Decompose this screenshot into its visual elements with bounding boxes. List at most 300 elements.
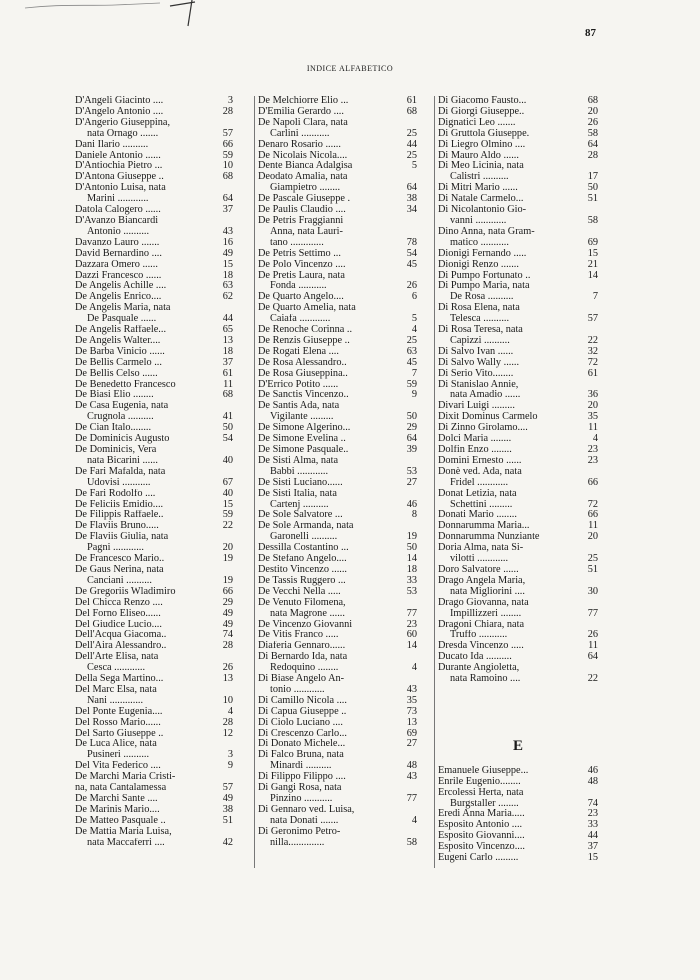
entry-name: De Bellis Celso ...... <box>75 368 158 379</box>
entry-name: Del Chicca Renzo .... <box>75 597 163 608</box>
entry-page: 48 <box>406 760 417 772</box>
entry-name: D'Antona Giuseppe .. <box>75 172 164 183</box>
entry-page: 15 <box>587 852 598 864</box>
index-entry <box>258 598 417 609</box>
index-entry <box>438 788 598 799</box>
entry-name: Denaro Rosario ...... <box>258 139 341 150</box>
index-entry <box>75 489 233 500</box>
index-entry <box>438 576 598 587</box>
entry-name: vanni ............ <box>450 215 507 226</box>
index-entry <box>438 434 598 445</box>
index-entry <box>438 799 598 810</box>
entry-name: Ercolessi Herta, nata <box>438 787 524 798</box>
entry-page: 29 <box>406 422 417 434</box>
entry-page: 68 <box>406 105 417 117</box>
entry-page: 69 <box>587 236 598 248</box>
index-entry <box>258 238 417 249</box>
index-entry <box>258 216 417 227</box>
entry-name: Di Nicolantonio Gio- <box>438 205 527 216</box>
index-entry <box>438 831 598 842</box>
index-column-1 <box>75 96 233 849</box>
entry-name: De Benedetto Francesco <box>75 379 176 390</box>
entry-page: 9 <box>411 389 417 401</box>
entry-name: De Mattia Maria Luisa, <box>75 826 172 837</box>
entry-name: Impillizzeri ........ <box>450 608 522 619</box>
index-entry <box>75 500 233 511</box>
index-entry <box>75 96 233 107</box>
index-entry <box>438 271 598 282</box>
entry-name: De Nicolais Nicola.... <box>258 150 348 161</box>
index-entry <box>258 663 417 674</box>
index-entry <box>75 674 233 685</box>
index-entry <box>75 620 233 631</box>
index-entry <box>258 445 417 456</box>
entry-page: 26 <box>222 662 233 674</box>
index-entry <box>75 478 233 489</box>
entry-page: 32 <box>587 345 598 357</box>
index-entry <box>258 118 417 129</box>
entry-name: De Marinis Mario.... <box>75 804 160 815</box>
index-entry <box>438 412 598 423</box>
entry-page: 45 <box>406 356 417 368</box>
entry-page: 43 <box>222 225 233 237</box>
entry-page: 64 <box>587 138 598 150</box>
entry-name: De Polo Vincenzo .... <box>258 259 346 270</box>
entry-name: De Barba Vinicio ...... <box>75 346 165 357</box>
index-entry <box>258 827 417 838</box>
entry-name: De Quarto Angelo.... <box>258 292 344 303</box>
index-entry <box>438 390 598 401</box>
entry-name: De Pascale Giuseppe . <box>258 194 351 205</box>
index-entry <box>258 576 417 587</box>
entry-name: Di Zinno Girolamo.... <box>438 423 528 434</box>
entry-name: nata Donati ....... <box>270 815 339 826</box>
entry-page: 28 <box>222 716 233 728</box>
entry-name: De Simone Evelina .. <box>258 434 346 445</box>
entry-page: 23 <box>587 444 598 455</box>
entry-page: 38 <box>406 193 417 205</box>
entry-page: 78 <box>406 236 417 248</box>
index-entry <box>258 303 417 314</box>
entry-name: De Sisti Alma, nata <box>258 455 339 466</box>
index-entry <box>438 238 598 249</box>
entry-name: Antonio .......... <box>87 226 150 237</box>
index-entry <box>75 140 233 151</box>
index-entry <box>438 129 598 140</box>
entry-page: 18 <box>406 563 417 575</box>
entry-page: 54 <box>222 433 233 445</box>
entry-name: nata Amadio ...... <box>450 390 521 401</box>
entry-name: De Angelis Enrico.... <box>75 292 162 303</box>
index-entry <box>438 674 598 685</box>
index-entry <box>75 543 233 554</box>
entry-page: 54 <box>406 247 417 259</box>
index-entry <box>258 674 417 685</box>
index-entry <box>75 565 233 576</box>
entry-name: D'Emilia Gerardo .... <box>258 106 344 117</box>
entry-page: 20 <box>222 542 233 554</box>
index-entry <box>438 766 598 777</box>
entry-name: Di Serio Vito........ <box>438 368 514 379</box>
entry-page: 19 <box>222 553 233 565</box>
entry-name: De Matteo Pasquale .. <box>75 815 166 826</box>
entry-name: Giampietro ........ <box>270 183 341 194</box>
entry-name: Cartenj .......... <box>270 499 329 510</box>
entry-page: 66 <box>587 476 598 488</box>
entry-name: Diaferia Gennaro...... <box>258 641 346 652</box>
entry-page: 68 <box>222 389 233 401</box>
index-entry <box>75 772 233 783</box>
index-entry <box>438 227 598 238</box>
index-entry <box>75 609 233 620</box>
entry-page: 51 <box>587 563 598 575</box>
entry-name: De Sisti Luciano...... <box>258 477 343 488</box>
entry-page: 73 <box>406 705 417 717</box>
entry-page: 42 <box>222 836 233 848</box>
index-entry <box>438 554 598 565</box>
index-entry <box>75 172 233 183</box>
entry-page: 22 <box>587 673 598 685</box>
index-entry <box>75 205 233 216</box>
index-entry <box>75 227 233 238</box>
entry-name: Di Salvo Wally ...... <box>438 357 520 368</box>
entry-page: 66 <box>587 509 598 521</box>
index-entry <box>258 816 417 827</box>
entry-page: 19 <box>222 574 233 586</box>
index-entry <box>75 805 233 816</box>
index-entry <box>438 587 598 598</box>
index-entry <box>75 718 233 729</box>
entry-name: Minardi .......... <box>270 761 332 772</box>
entry-name: Di Falco Bruna, nata <box>258 750 344 761</box>
index-entry <box>438 777 598 788</box>
index-entry <box>258 510 417 521</box>
index-entry <box>438 347 598 358</box>
entry-page: 46 <box>587 764 598 776</box>
index-entry <box>75 390 233 401</box>
entry-page: 20 <box>587 105 598 117</box>
entry-name: Dolfin Enzo ........ <box>438 445 512 455</box>
entry-name: Dente Bianca Adalgisa <box>258 161 353 172</box>
entry-page: 43 <box>406 771 417 783</box>
index-entry <box>258 96 417 107</box>
index-entry <box>75 750 233 761</box>
index-entry <box>258 380 417 391</box>
index-entry <box>258 783 417 794</box>
entry-name: Dazzara Omero ...... <box>75 259 158 270</box>
index-entry <box>438 161 598 172</box>
entry-name: Emanuele Giuseppe... <box>438 765 529 776</box>
entry-page: 22 <box>222 520 233 532</box>
entry-name: Esposito Vincenzo.... <box>438 842 525 853</box>
index-entry <box>258 369 417 380</box>
entry-page: 37 <box>587 841 598 853</box>
index-entry <box>75 238 233 249</box>
index-entry <box>438 489 598 500</box>
index-entry <box>75 107 233 118</box>
entry-name: De Vecchi Nella ..... <box>258 586 341 597</box>
index-entry <box>75 521 233 532</box>
entry-page: 45 <box>406 258 417 270</box>
entry-name: Di Salvo Ivan ...... <box>438 346 514 357</box>
entry-page: 53 <box>406 585 417 597</box>
index-entry <box>438 314 598 325</box>
index-entry <box>75 587 233 598</box>
entry-page: 49 <box>222 607 233 619</box>
entry-name: tano ............. <box>270 237 324 248</box>
entry-page: 28 <box>222 640 233 652</box>
index-entry <box>258 358 417 369</box>
entry-name: De Marchi Maria Cristi- <box>75 772 176 783</box>
index-entry <box>438 336 598 347</box>
entry-page: 62 <box>222 291 233 303</box>
index-entry <box>75 510 233 521</box>
index-entry <box>258 794 417 805</box>
index-entry <box>258 456 417 467</box>
index-entry <box>438 380 598 391</box>
index-entry <box>75 314 233 325</box>
entry-name: De Dominicis Augusto <box>75 434 170 445</box>
index-entry <box>438 205 598 216</box>
entry-page: 44 <box>406 138 417 150</box>
index-entry <box>258 609 417 620</box>
entry-name: Udovisi ........... <box>87 477 151 488</box>
index-entry <box>258 325 417 336</box>
index-entry <box>258 151 417 162</box>
entry-name: Babbi ............ <box>270 466 329 477</box>
index-entry <box>75 260 233 271</box>
entry-page: 12 <box>222 727 233 739</box>
page-number: 87 <box>585 27 596 39</box>
entry-page: 23 <box>587 808 598 820</box>
entry-name: Doro Salvatore ...... <box>438 564 519 575</box>
entry-page: 50 <box>222 422 233 434</box>
entry-name: Donè ved. Ada, nata <box>438 466 522 477</box>
index-entry <box>258 805 417 816</box>
index-entry <box>75 739 233 750</box>
entry-page: 16 <box>222 236 233 248</box>
entry-name: Pinzino ........... <box>270 794 333 804</box>
entry-page: 51 <box>222 814 233 826</box>
index-entry <box>438 652 598 663</box>
entry-name: Dolci Maria ........ <box>438 434 512 445</box>
entry-name: Dixit Dominus Carmelo <box>438 412 538 423</box>
index-entry <box>75 827 233 838</box>
entry-name: D'Antonio Luisa, nata <box>75 183 166 194</box>
entry-name: Di Rosa Elena, nata <box>438 303 520 314</box>
index-entry <box>258 423 417 434</box>
index-entry <box>438 358 598 369</box>
index-entry <box>75 652 233 663</box>
index-entry <box>258 281 417 292</box>
entry-name: Dell'Aira Alessandro.. <box>75 641 167 652</box>
index-entry <box>258 401 417 412</box>
entry-name: Dani Ilario .......... <box>75 139 149 150</box>
index-entry <box>438 456 598 467</box>
entry-name: Di Gangi Rosa, nata <box>258 783 342 794</box>
entry-page: 68 <box>222 171 233 183</box>
entry-name: Vigilante ......... <box>270 412 334 423</box>
entry-name: Ducato Ida .......... <box>438 652 512 663</box>
entry-page: 25 <box>587 553 598 565</box>
entry-name: Di Pumpo Fortunato .. <box>438 270 531 281</box>
index-entry <box>258 129 417 140</box>
entry-name: Eredi Anna Maria..... <box>438 809 525 820</box>
entry-name: De Petris Settimo ... <box>258 248 341 259</box>
entry-page: 59 <box>406 378 417 390</box>
entry-name: nata Ornago ....... <box>87 128 159 139</box>
entry-page: 37 <box>222 356 233 368</box>
entry-page: 66 <box>222 585 233 597</box>
entry-page: 9 <box>227 760 233 772</box>
index-entry <box>75 641 233 652</box>
index-entry <box>438 118 598 129</box>
entry-page: 28 <box>587 149 598 161</box>
index-entry <box>438 478 598 489</box>
entry-name: Carlini ........... <box>270 128 330 139</box>
entry-page: 77 <box>406 607 417 619</box>
index-entry <box>75 685 233 696</box>
entry-page: 26 <box>406 280 417 292</box>
entry-name: De Angelis Maria, nata <box>75 303 171 314</box>
index-entry <box>258 750 417 761</box>
entry-page: 18 <box>222 269 233 281</box>
index-entry <box>438 292 598 303</box>
entry-page: 26 <box>587 629 598 641</box>
entry-page: 33 <box>587 819 598 831</box>
entry-name: Pusineri .......... <box>87 750 150 761</box>
entry-page: 57 <box>222 127 233 139</box>
entry-page: 11 <box>223 378 233 390</box>
index-entry <box>438 107 598 118</box>
entry-name: Drago Giovanna, nata <box>438 597 529 608</box>
entry-name: Dionigi Fernando ..... <box>438 248 527 259</box>
entry-page: 8 <box>411 509 417 521</box>
index-entry <box>258 172 417 183</box>
entry-page: 65 <box>222 324 233 336</box>
entry-page: 5 <box>411 160 417 172</box>
index-entry <box>75 249 233 260</box>
index-entry <box>75 380 233 391</box>
entry-name: nata Ramoino .... <box>450 674 521 685</box>
entry-page: 11 <box>588 520 598 532</box>
entry-name: nata Maccaferri .... <box>87 837 165 848</box>
index-entry <box>258 227 417 238</box>
entry-page: 7 <box>411 367 417 379</box>
index-entry <box>258 183 417 194</box>
running-title: INDICE ALFABETICO <box>306 64 394 73</box>
entry-name: nilla.............. <box>270 837 325 848</box>
entry-name: De Napoli Clara, nata <box>258 117 348 128</box>
entry-page: 64 <box>406 182 417 194</box>
index-entry <box>438 630 598 641</box>
entry-page: 34 <box>406 204 417 216</box>
index-entry <box>75 434 233 445</box>
entry-page: 36 <box>587 389 598 401</box>
entry-name: Datola Calogero ...... <box>75 205 161 216</box>
index-entry <box>258 718 417 729</box>
entry-name: Del Rosso Mario...... <box>75 717 161 728</box>
entry-name: De Angelis Walter.... <box>75 335 161 346</box>
entry-page: 23 <box>587 454 598 466</box>
entry-name: Truffo ........... <box>450 630 508 641</box>
entry-page: 37 <box>222 204 233 216</box>
index-entry <box>75 445 233 456</box>
index-entry <box>75 151 233 162</box>
entry-name: Di Meo Licinia, nata <box>438 161 524 172</box>
index-entry <box>438 172 598 183</box>
index-entry <box>258 140 417 151</box>
entry-page: 50 <box>406 411 417 423</box>
entry-name: nata Bicarini ...... <box>87 455 158 466</box>
entry-name: matico ........... <box>450 237 509 248</box>
entry-name: Davanzo Lauro ....... <box>75 237 160 248</box>
entry-name: Capizzi .......... <box>450 335 510 346</box>
entry-name: De Sole Salvatore ... <box>258 510 343 521</box>
entry-page: 63 <box>406 345 417 357</box>
index-entry <box>258 500 417 511</box>
entry-name: Dignatici Leo ....... <box>438 117 516 128</box>
entry-page: 77 <box>587 607 598 619</box>
index-entry <box>438 445 598 456</box>
entry-name: De Sisti Italia, nata <box>258 488 337 499</box>
entry-page: 13 <box>222 673 233 685</box>
entry-name: Di Ciolo Luciano .... <box>258 717 343 728</box>
entry-name: Donnarumma Maria... <box>438 521 530 532</box>
entry-name: Del Vita Federico .... <box>75 761 161 772</box>
entry-name: Doria Alma, nata Si- <box>438 543 524 554</box>
entry-name: vilotti ............ <box>450 554 509 565</box>
entry-page: 53 <box>406 465 417 477</box>
section-letter: E <box>512 737 523 754</box>
index-entry <box>258 696 417 707</box>
entry-name: De Biasi Elio ........ <box>75 390 154 401</box>
index-entry <box>258 390 417 401</box>
entry-name: De Pasquale ...... <box>87 314 157 325</box>
entry-name: De Francesco Mario.. <box>75 554 165 565</box>
entry-name: Di Pumpo Maria, nata <box>438 281 530 292</box>
entry-page: 25 <box>406 334 417 346</box>
entry-page: 60 <box>406 629 417 641</box>
index-entry <box>75 118 233 129</box>
index-entry <box>258 260 417 271</box>
entry-name: De Fari Mafalda, nata <box>75 466 166 477</box>
index-entry <box>438 820 598 831</box>
entry-name: Di Gennaro ved. Luisa, <box>258 804 355 815</box>
entry-page: 61 <box>406 95 417 106</box>
entry-name: D'Angerio Giuseppina, <box>75 117 171 128</box>
index-entry <box>438 500 598 511</box>
entry-name: De Rosa Giuseppina.. <box>258 368 348 379</box>
entry-name: Redoquino ........ <box>270 663 339 674</box>
entry-name: D'Antiochia Pietro ... <box>75 161 163 172</box>
index-entry <box>258 161 417 172</box>
entry-name: Della Sega Martino... <box>75 674 164 685</box>
entry-name: Donnarumma Nunziante <box>438 532 540 543</box>
entry-page <box>399 489 417 500</box>
entry-name: D'Angelo Antonio .... <box>75 106 164 117</box>
index-entry <box>258 521 417 532</box>
index-entry <box>438 194 598 205</box>
index-entry <box>75 194 233 205</box>
entry-page: 27 <box>406 738 417 750</box>
entry-page: 10 <box>222 160 233 172</box>
entry-name: Di Natale Carmelo... <box>438 194 524 205</box>
index-entry <box>438 532 598 543</box>
entry-page: 15 <box>222 258 233 270</box>
entry-page <box>399 827 417 838</box>
entry-page: 29 <box>222 596 233 608</box>
